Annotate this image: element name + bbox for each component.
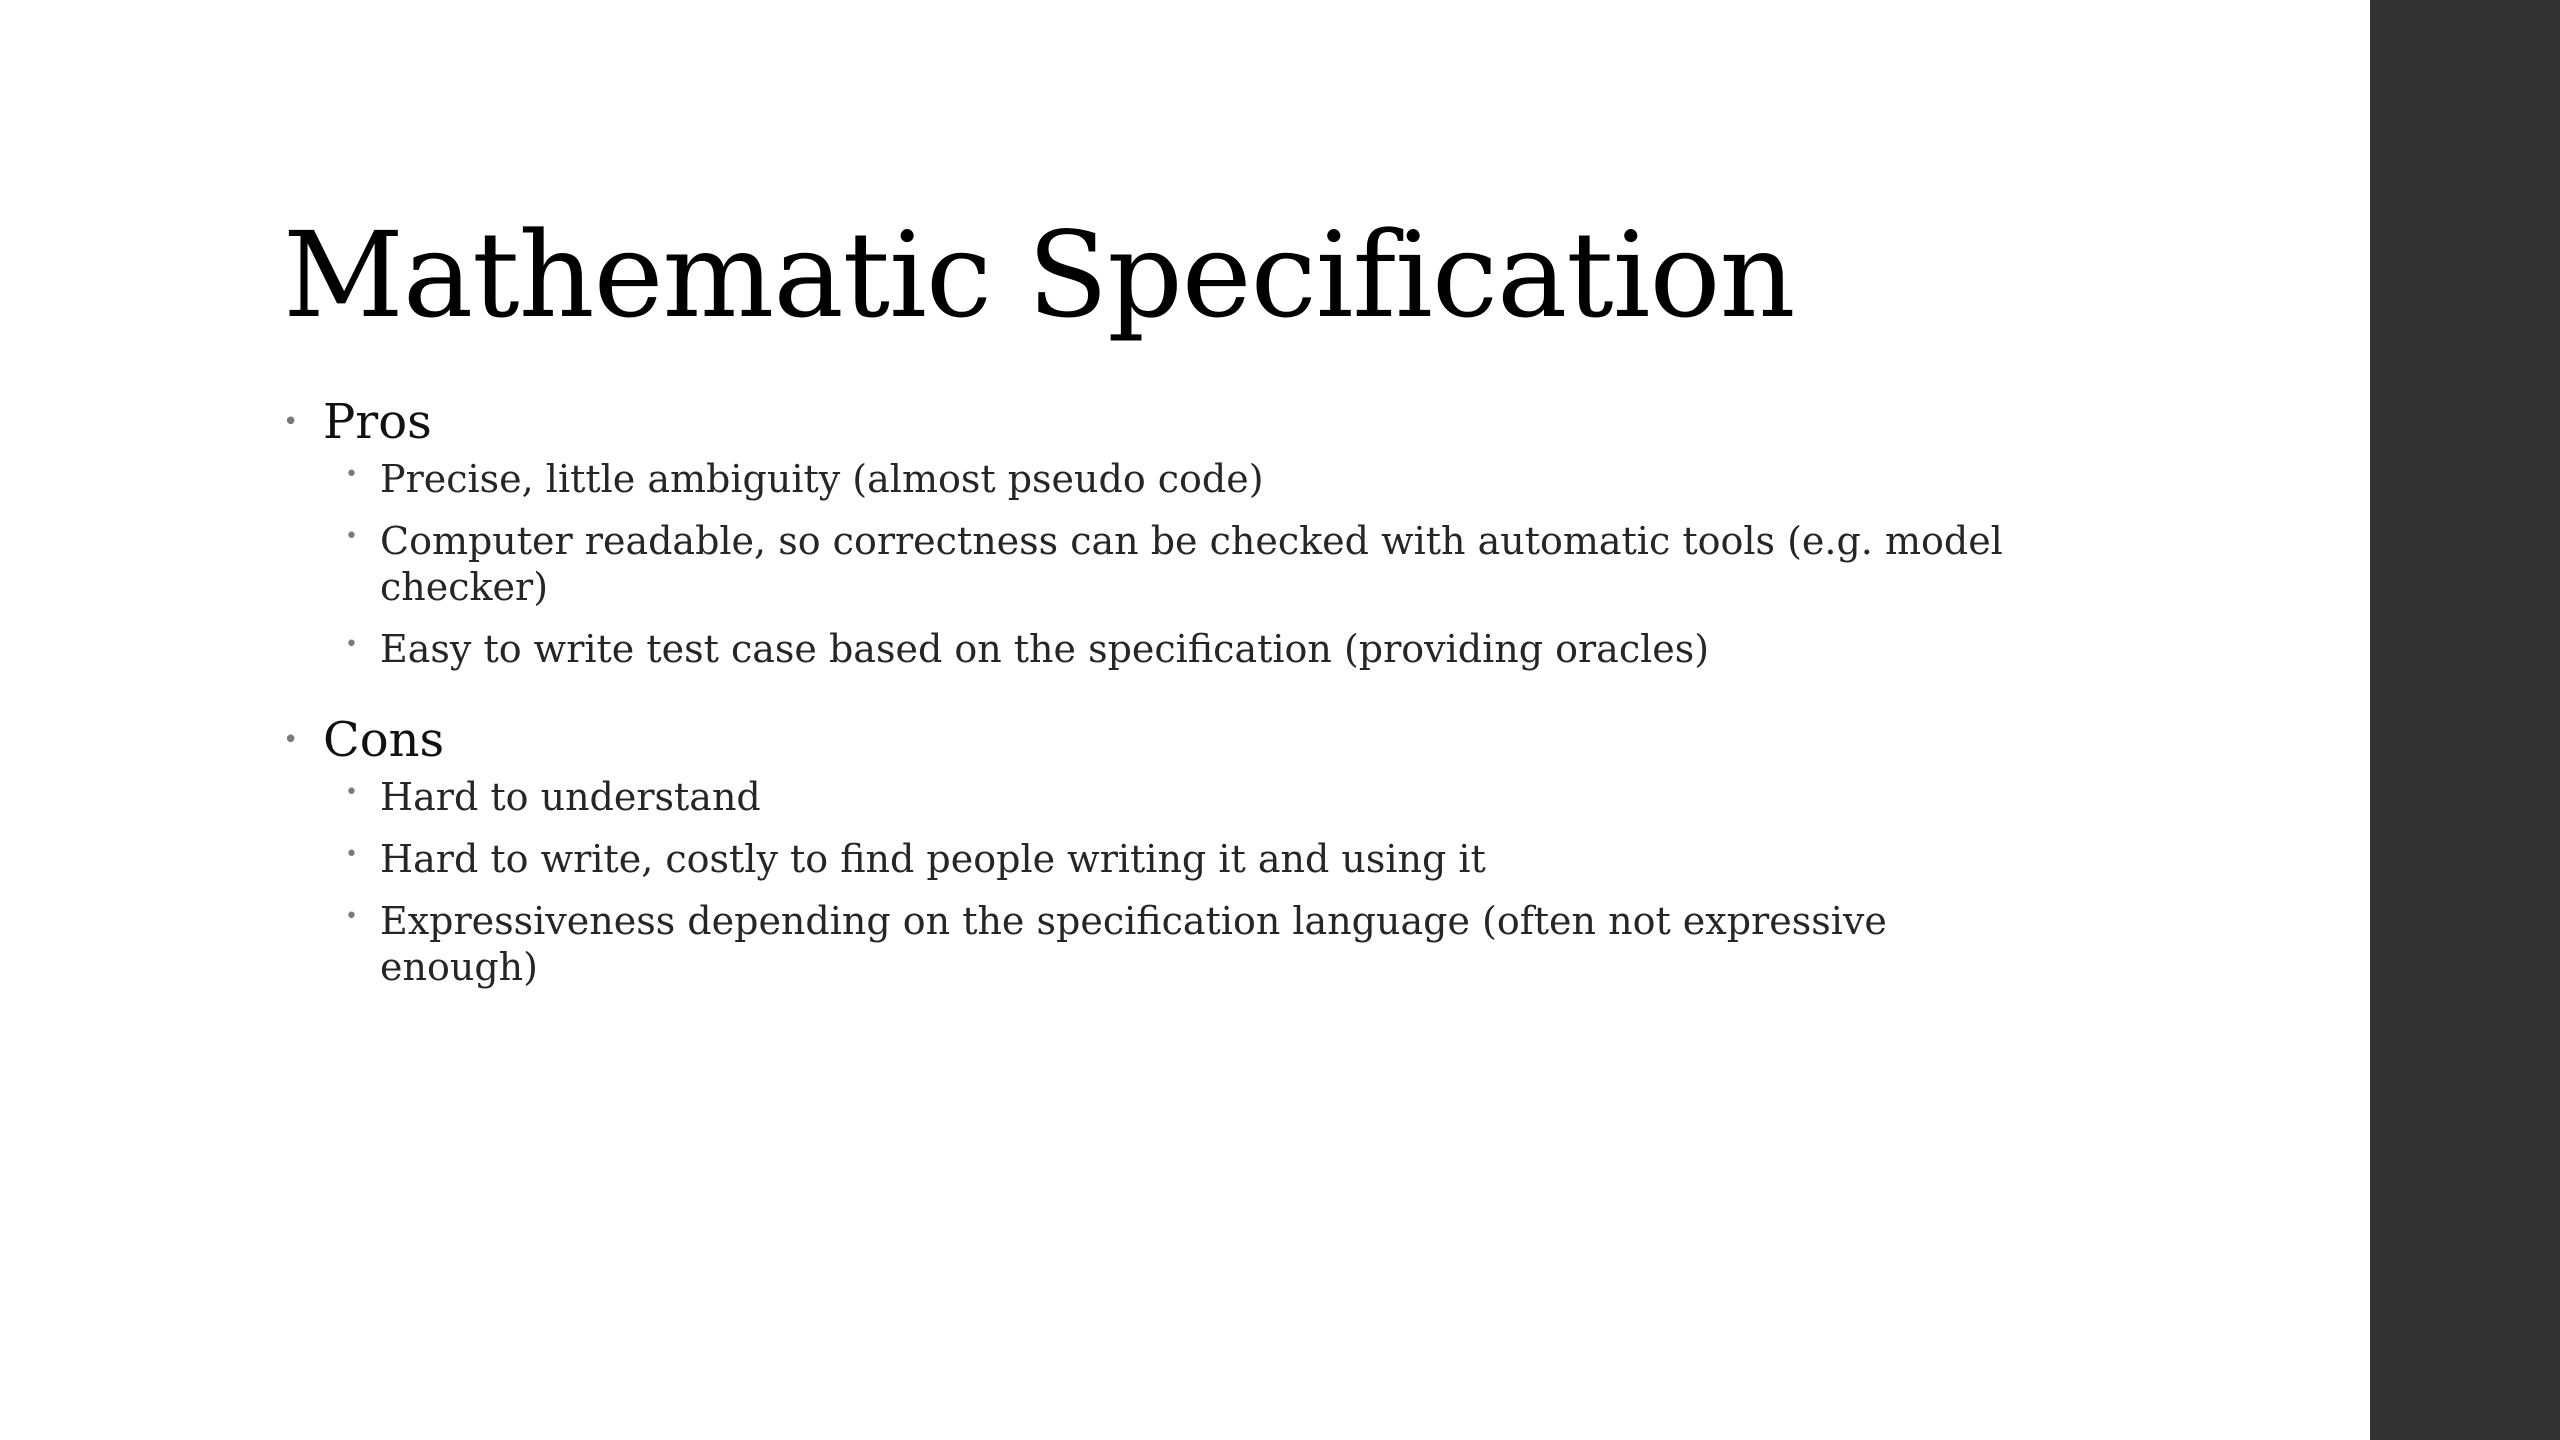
pros-list bbox=[283, 456, 2043, 672]
bullet-dot-icon: • bbox=[283, 725, 299, 755]
list-item bbox=[343, 626, 2043, 672]
slide-title: Mathematic Specification bbox=[283, 206, 1795, 344]
list-item-text: Easy to write test case based on the specification (providing oracles) bbox=[380, 627, 1710, 671]
list-item-text: Hard to understand bbox=[380, 775, 761, 819]
bullet-pros bbox=[283, 392, 2043, 452]
bullet-dot-icon: • bbox=[345, 632, 358, 657]
list-item bbox=[343, 456, 2043, 502]
list-item bbox=[343, 898, 2043, 990]
list-item bbox=[343, 836, 2043, 882]
bullet-dot-icon: • bbox=[345, 524, 358, 549]
list-item-text: Expressiveness depending on the specification language (often not expressive enough) bbox=[380, 899, 1887, 989]
list-item-text: Computer readable, so correctness can be checked with automatic tools (e.g. model checker) bbox=[380, 519, 2003, 609]
list-item-text: Hard to write, costly to find people writing it and using it bbox=[380, 837, 1486, 881]
section-heading-pros: Pros bbox=[323, 394, 432, 450]
bullet-dot-icon: • bbox=[345, 780, 358, 805]
section-spacer bbox=[283, 688, 2043, 710]
bullet-dot-icon: • bbox=[345, 462, 358, 487]
right-side-band bbox=[2370, 0, 2560, 1440]
list-item bbox=[343, 774, 2043, 820]
list-item-text: Precise, little ambiguity (almost pseudo code) bbox=[380, 457, 1264, 501]
list-item bbox=[343, 518, 2043, 610]
section-heading-cons: Cons bbox=[323, 712, 445, 768]
bullet-dot-icon: • bbox=[345, 904, 358, 929]
bullet-cons bbox=[283, 710, 2043, 770]
bullet-dot-icon: • bbox=[345, 842, 358, 867]
bullet-dot-icon: • bbox=[283, 407, 299, 437]
cons-list bbox=[283, 774, 2043, 990]
slide-content bbox=[283, 392, 2043, 1006]
